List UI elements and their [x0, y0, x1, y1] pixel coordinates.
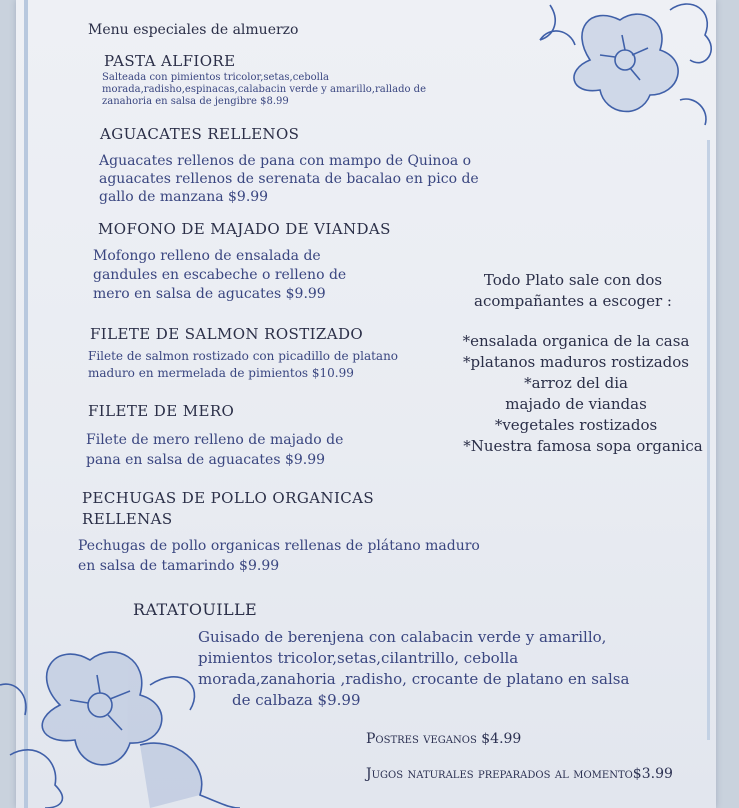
dish-title-mofono: MOFONO DE MAJADO DE VIANDAS: [98, 220, 391, 238]
side-item: *ensalada organica de la casa: [462, 332, 690, 350]
dish-desc-line: Filete de mero relleno de majado de: [86, 432, 344, 448]
dish-desc-line: Filete de salmon rostizado con picadillo de platano: [88, 349, 399, 363]
dish-title-pechugas-line2: RELLENAS: [82, 510, 173, 528]
side-item: majado de viandas: [505, 395, 647, 413]
dish-desc-line: pana en salsa de aguacates $9.99: [86, 452, 326, 468]
sides-intro-line: acompañantes a escoger :: [474, 292, 672, 310]
dish-title-pechugas: PECHUGAS DE POLLO ORGANICAS: [82, 489, 375, 507]
jugos-line: Jugos naturales preparados al momento$3.99: [366, 766, 673, 782]
postres-line: Postres veganos $4.99: [366, 731, 522, 747]
menu-heading: Menu especiales de almuerzo: [88, 22, 299, 38]
dish-desc-line: morada,zanahoria ,radisho, crocante de platano en salsa: [198, 670, 630, 688]
dish-desc-line: morada,radisho,espinacas,calabacin verde y amarillo,rallado de: [102, 84, 427, 95]
dish-desc-line: Pechugas de pollo organicas rellenas de plátano maduro: [78, 538, 480, 554]
dish-title-pasta-alfiore: PASTA ALFIORE: [104, 52, 236, 70]
dish-desc-line: aguacates rellenos de serenata de bacalao en pico de: [99, 171, 479, 187]
sides-intro-line: Todo Plato sale con dos: [483, 271, 663, 289]
dish-desc-line: Mofongo relleno de ensalada de: [93, 248, 321, 264]
dish-desc-line: gandules en escabeche o relleno de: [93, 267, 347, 283]
dish-title-aguacates: AGUACATES RELLENOS: [100, 125, 300, 143]
dish-title-mero: FILETE DE MERO: [88, 402, 235, 420]
dish-desc-line: Guisado de berenjena con calabacin verde y amarillo,: [198, 628, 607, 646]
side-item: *Nuestra famosa sopa organica: [463, 437, 703, 455]
dish-desc-line: maduro en mermelada de pimientos $10.99: [88, 366, 354, 380]
flower-illustration-top: [530, 0, 720, 130]
dish-desc-line: pimientos tricolor,setas,cilantrillo, cebolla: [198, 649, 519, 667]
dish-desc-line: de calbaza $9.99: [232, 691, 361, 709]
dish-desc-line: en salsa de tamarindo $9.99: [78, 558, 280, 574]
side-item: *vegetales rostizados: [494, 416, 658, 434]
dish-desc-line: gallo de manzana $9.99: [99, 189, 269, 205]
side-item: *arroz del dia: [524, 374, 628, 392]
dish-desc-line: mero en salsa de agucates $9.99: [93, 286, 326, 302]
dish-desc-line: zanahoria en salsa de jengibre $8.99: [102, 96, 289, 107]
dish-title-salmon: FILETE DE SALMON ROSTIZADO: [90, 325, 364, 343]
side-item: *platanos maduros rostizados: [463, 353, 689, 371]
dish-title-ratatouille: RATATOUILLE: [133, 600, 258, 619]
dish-desc-line: Aguacates rellenos de pana con mampo de Quinoa o: [99, 153, 472, 169]
dish-desc-line: Salteada con pimientos tricolor,setas,cebolla: [102, 72, 330, 83]
